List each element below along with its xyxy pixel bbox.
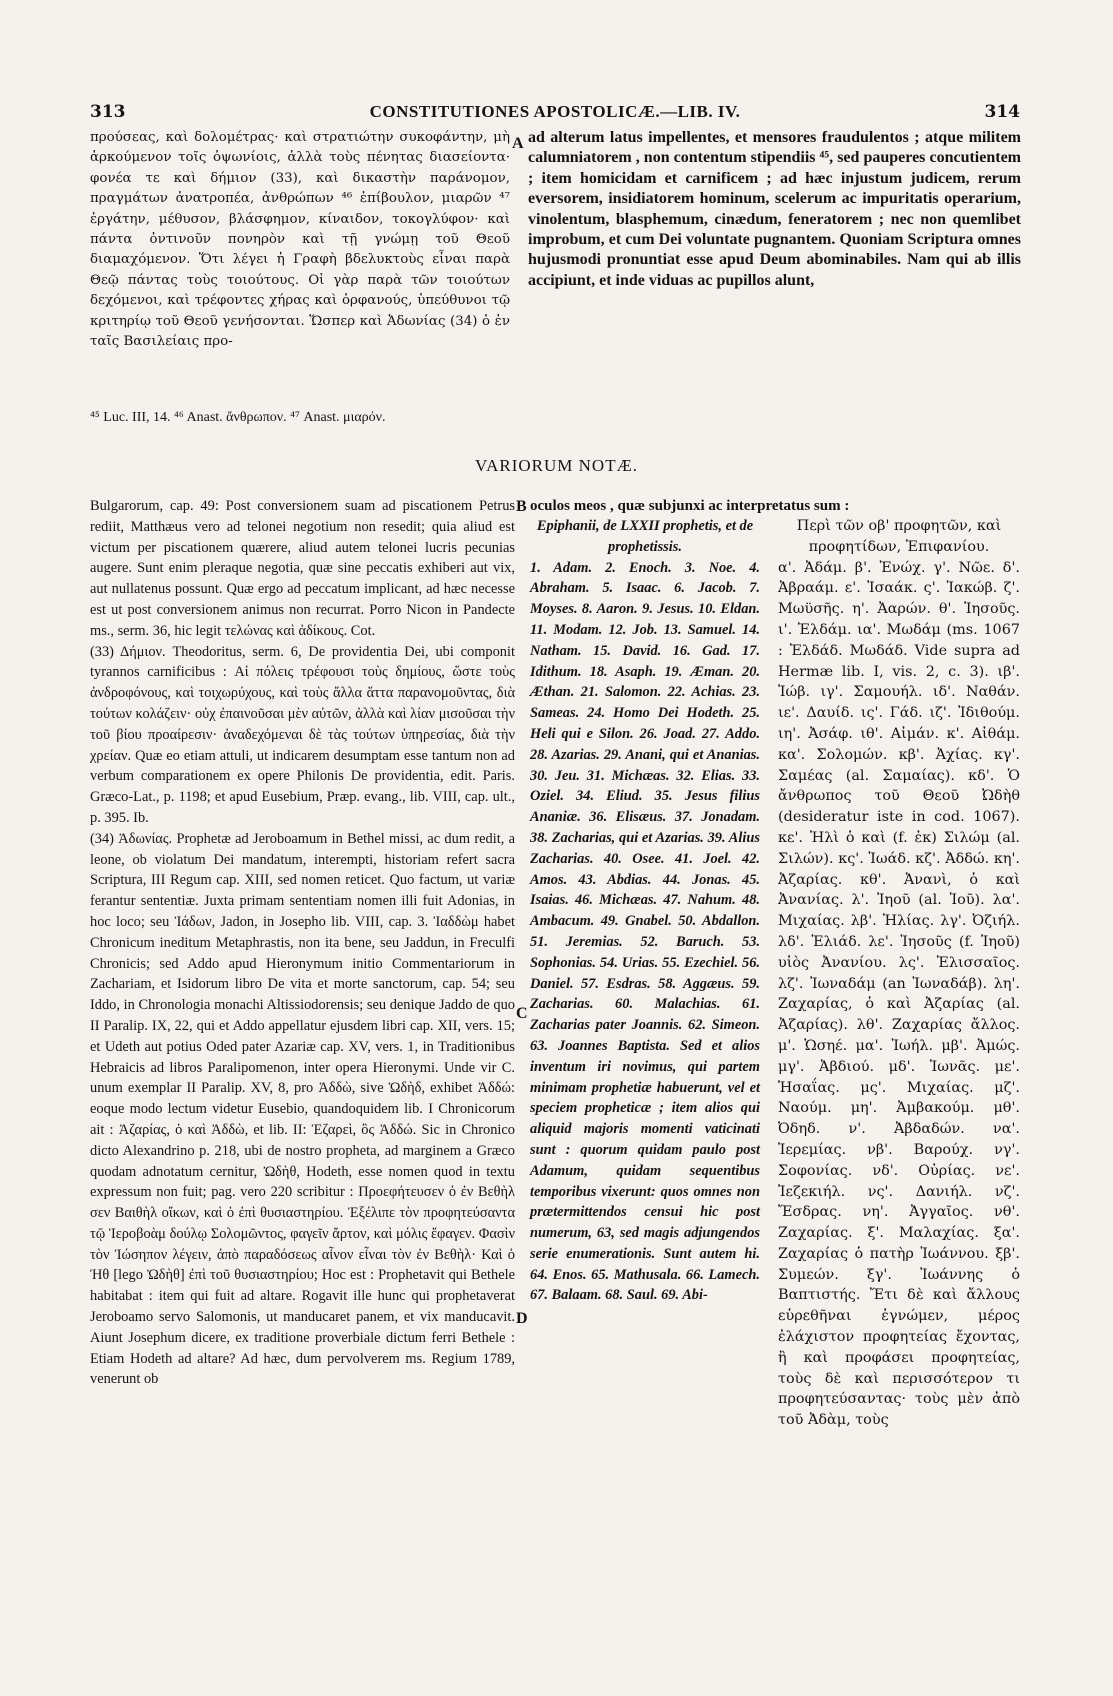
margin-marker-a: A [512, 135, 524, 152]
greek-list-body: α'. Ἀδάμ. β'. Ἐνώχ. γ'. Νῶε. δ'. Ἀβραάμ. ε'. Ἰσαάκ. ς'. Ἰακώβ. ζ'. Μωϋσῆς. η'. Ἀαρών. θ'. Ἰησοῦς. ι'. Ἐλδάμ. ια'. Μωδάμ (ms. 1067 : Ἐλδάδ. Μωδάδ. Vide supra ad Hermæ lib. I, vis. 2, c. 3). ιβ'. Ἰώβ. ιγ'. Σαμουήλ. ιδ'. Ναθάν. ιε'. Δαυίδ. ις'. Γάδ. ιζ'. Ἰδιθούμ. ιη'. Ἀσάφ. ιθ'. Αἰμάν. κ'. Αἰθάμ. κα'. Σολομών. κβ'. Ἀχίας. κγ'. Σαμέας (al. Σαμαίας). κδ'. Ὁ ἄνθρωπος τοῦ Θεοῦ Ὠδὴθ (desideratur iste in cod. 1067). κε'. Ἠλὶ ὁ καὶ (f. ἐκ) Σιλώμ (al. Σιλών). κς'. Ἰωάδ. κζ'. Ἀδδώ. κη'. Ἀζαρίας. κθ'. Ἀνανὶ, ὁ καὶ Ἀνανίας. λ'. Ἰηοῦ (al. Ἰοῦ). λα'. Μιχαίας. λβ'. Ἠλίας. λγ'. Ὀζιήλ. λδ'. Ἐλιάδ. λε'. Ἰησοῦς (f. Ἰηοῦ) υἱὸς Ἀνανίου. λς'. Ἐλισσαῖος. λζ'. Ἰωναδάμ (an Ἰωναδάβ). λη'. Ζαχαρίας, ὁ καὶ Ἀζαρίας (al. Ἀζαρίας). λθ'. Ζαχαρίας ἄλλος. μ'. Ὡσηέ. μα'. Ἰωήλ. μβ'. Ἀμώς. μγ'. Ἀβδιού. μδ'. Ἰωνᾶς. με'. Ἡσαΐας. μς'. Μιχαίας. μζ'. Ναούμ. μη'. Ἀμβακούμ. μθ'. Ὀδηδ. ν'. Ἀβδαδών. να'. Ἱερεμίας. νβ'. Βαρούχ. νγ'. Σοφονίας. νδ'. Οὐρίας. νε'. Ἰεζεκιήλ. νς'. Δανιήλ. νζ'. Ἔσδρας. νη'. Ἀγγαῖος. νθ'. Ζαχαρίας. ξ'. Μαλαχίας. ξα'. Ζαχαρίας ὁ πατὴρ Ἰωάννου. ξβ'. Συμεών. ξγ'. Ἰωάννης ὁ Βαπτιστής. Ἔτι δὲ καὶ ἄλλους εὑρεθῆναι ἐγνώμεν, μέρος ἐλάχιστον προφητείας ἔχοντας, ἢ καὶ προφάσει προφητείας, τοὺς δὲ καὶ περισσότερον τι προφητεύσαντας· τοὺς μὲν ἀπὸ τοῦ Ἀδὰμ, τοὺς [778, 559, 1020, 1429]
greek-list-title: Περὶ τῶν οβ' προφητῶν, καὶ προφητίδων, Ἐπιφανίου. [796, 518, 1002, 555]
latin-text-column [528, 128, 1021, 291]
margin-marker-b: B [516, 498, 527, 515]
note-paragraph: (34) Ἀδωνίας. Prophetæ ad Jeroboamum in Bethel missi, ac dum redit, a leone, ob violatum Dei mandatum, interempti, historiam refert sacra Scriptura, III Regum cap. XIII, sed nomen reticet. Quo factum, ut variæ ferantur sententiæ. Juxta primam sententiam nomen illi fuit Adonias, in hoc loco; seu Ἰάδων, Jadon, in Josepho lib. VIII, cap. 3. Ἰαδδὼμ habet Chronicum ineditum Metaphrastis, non ita bene, seu Jaddun, in Freculfi Chronicis; sed Addo apud Hieronymum initio Commentariorum in Zachariam, et Isidorum libro De vita et morte sanctorum, cap. 54; seu Iddo, in Chronologia monachi Altissiodorensis; seu denique Jaddo de quo II Paralip. IX, 22, qui et Addo appellatur ejusdem libri cap. XII, vers. 15; et Udeth aut potius Oded pater Azariæ cap. XV, vers. 1, in Traditionibus Hebraicis ad libros Paralipomenon, inter opera Hieronymi. Unde vir C. unum exemplar II Paralip. XV, 8, pro Ἀδδὼ, sive Ὠδὴδ, exhibet Ἀδδώ: eoque modo lectum videtur Eusebio, quandoquidem lib. I Chronicorum ait : Ἀζαρίας, ὁ καὶ Ἀδδὼ, et lib. II: Ἐζαρεὶ, ὃς Ἀδδώ. Sic in Chronico dicto Alexandrino p. 218, ubi de nostro propheta, ad marginem a Græco quodam adnotatum cernitur, Ὠδὴθ, Hodeth, esse nomen quod in textu expressum non fuit; pag. vero 220 scribitur : Προεφήτευσεν ὁ ἐν Βεθὴλ σεν Βαιθὴλ οἴκων, καὶ ὁ ἐπὶ θυσιαστηρίου. Ἐξέλιπε τὸν προφητεύσαντα τῷ Ἱεροβοὰμ δούλῳ Σολομῶντος, φαγεῖν ἄρτον, καὶ μόλις ἔφαγεν. Φασὶν τὸν Ἰώσηπον λέγειν, ἀπὸ παραδόσεως αἶνον εἶναι τὸν ἐν Βεθὴλ· Καὶ ὁ Ἠθ [lego Ὠδὴθ] ἐπὶ τοῦ θυσιαστηρίου; Hoc est : Prophetavit qui Bethele habitabat : item qui fuit ad altare. Rogavit ille hunc qui prophetaverat Jeroboamo servo Salomonis, ut manducaret panem, et vix manducavit. Aiunt Josephum dicere, ex traditione proverbiale dictum ferri Bethele : Etiam Hodeth ad altare? Ad hæc, dum pervolverem ms. Regium 1789, venerunt ob [90, 830, 515, 1388]
latin-text: ad alterum latus impellentes, et mensores fraudulentos ; atque militem calumniatorem , non contentum stipendiis ⁴⁵, sed pauperes concutientem ; item homicidam et carnificem ; ad hæc injustum judicem, rerum eversorem, insidiatorem hominum, scelerum ac impuritatis operarium, vinolentum, blasphemum, cinædum, feneratorem ; nec non quemlibet improbum, et cum Dei voluntate pugnantem. Quoniam Scriptura omnes hujusmodi pronuntiat esse apud Deum abominabiles. Nam qui ab illis accipiunt, et inde viduas ac pupillos alunt, [528, 129, 1021, 289]
footnotes: ⁴⁵ Luc. III, 14. ⁴⁶ Anast. ἄνθρωπον. ⁴⁷ Anast. μιαρόν. [90, 410, 386, 425]
latin-list-title: Epiphanii, de LXXII prophetis, et de prophetissis. [536, 518, 754, 555]
left-page-number: 313 [90, 102, 126, 122]
notes-title: VARIORUM NOTÆ. [475, 456, 638, 475]
greek-prophet-list [778, 516, 1020, 1431]
notes-right-column [530, 496, 1020, 1429]
notes-right-intro: oculos meos , quæ subjunxi ac interpretatus sum : [530, 498, 850, 514]
greek-text-column [90, 128, 510, 352]
margin-marker-c: C [516, 1005, 528, 1022]
running-title: CONSTITUTIONES APOSTOLICÆ.—LIB. IV. [369, 102, 741, 121]
latin-prophet-list [530, 516, 760, 1306]
margin-marker-d: D [516, 1310, 528, 1327]
note-paragraph: Bulgarorum, cap. 49: Post conversionem suam ad piscationem Petrus rediit, Matthæus vero ad telonei negotium non resedit; quia aliud est victum per piscationem quærere, aliud autem telonei lucris pecunias augere. Sunt enim pleraque negotia, quæ sine peccatis exhiberi aut vix, aut nullatenus possunt. Quæ ergo ad peccatum implicant, ad hæc necesse est ut post conversionem animus non recurrat. Porro Nicon in Pandecte ms., serm. 36, hic legit τελώνας καὶ ἀδίκους. Cot. [90, 498, 515, 639]
notes-left-column [90, 496, 515, 1390]
greek-text: προύσεας, καὶ δολομέτρας· καὶ στρατιώτην συκοφάντην, μὴ ἀρκούμενον τοῖς ὀψωνίοις, ἀλλὰ τοὺς πένητας διασείοντα· φονέα τε καὶ δήμιον (33), καὶ δικαστὴν παράνομον, πραγμάτων ἀνατροπέα, ἀνθρώπων ⁴⁶ ἐπίβουλον, μιαρῶν ⁴⁷ ἐργάτην, μέθυσον, βλάσφημον, κίναιδον, τοκογλύφον· καὶ πάντα ὀντινοῦν πονηρὸν καὶ τῇ γνώμῃ τοῦ Θεοῦ διαμαχόμενον. Ὅτι λέγει ἡ Γραφὴ βδελυκτοὺς εἶναι παρὰ Θεῷ πάντας τοὺς τοιούτους. Οἱ γὰρ παρὰ τῶν τοιούτων δεχόμενοι, καὶ τρέφοντες χήρας καὶ ὀρφανούς, ὑπεύθυνοι τῷ κριτηρίῳ τοῦ Θεοῦ γενήσονται. Ὥσπερ καὶ Ἀδωνίας (34) ὁ ἐν ταῖς Βασιλείαις προ- [90, 130, 510, 350]
latin-list-body: 1. Adam. 2. Enoch. 3. Noe. 4. Abraham. 5. Isaac. 6. Jacob. 7. Moyses. 8. Aaron. 9. Jesus. 10. Eldan. 11. Modam. 12. Job. 13. Samuel. 14. Natham. 15. David. 16. Gad. 17. Idithum. 18. Asaph. 19. Æman. 20. Æthan. 21. Salomon. 22. Achias. 23. Sameas. 24. Homo Dei Hodeth. 25. Heli qui e Silon. 26. Joad. 27. Addo. 28. Azarias. 29. Anani, qui et Ananias. 30. Jeu. 31. Michæas. 32. Elias. 33. Oziel. 34. Eliud. 35. Jesus filius Ananiæ. 36. Elisæus. 37. Jonadam. 38. Zacharias, qui et Azarias. 39. Alius Zacharias. 40. Osee. 41. Joel. 42. Amos. 43. Abdias. 44. Jonas. 45. Isaias. 46. Michæas. 47. Nahum. 48. Ambacum. 49. Gnabel. 50. Abdallon. 51. Jeremias. 52. Baruch. 53. Sophonias. 54. Urias. 55. Ezechiel. 56. Daniel. 57. Esdras. 58. Aggæus. 59. Zacharias. 60. Malachias. 61. Zacharias pater Joannis. 62. Simeon. 63. Joannes Baptista. Sed et alios inventum iri novimus, qui partem minimam prophetiæ habuerunt, vel et speciem propheticæ ; item alios qui aliquid majoris momenti vaticinati sunt : quorum quidam paulo post Adamum, quidam sequentibus temporibus vixerunt: quos omnes non prætermittendos censui hic post numerum, 63, sed magis adjungendos serie enumerationis. Sunt autem hi. 64. Enos. 65. Mathusala. 66. Lamech. 67. Balaam. 68. Saul. 69. Abi- [530, 559, 760, 1304]
right-page-number: 314 [984, 102, 1020, 122]
note-paragraph: (33) Δήμιον. Theodoritus, serm. 6, De providentia Dei, ubi componit tyrannos carnificibus : Αἱ πόλεις τρέφουσι τοὺς δημίους, ὥστε τοὺς ἀνδροφόνους, καὶ τοιχωρύχους, καὶ τοὺς ἄλλα ἅττα παρανομοῦντας, διὰ τούτων κολάζειν· οὐχ ἐπαινοῦσαι μὲν αὐτῶν, ἀλλὰ καὶ λίαν μισοῦσαι τὴν τοῦ βίου προαίρεσιν· ἀναδεχόμεναι δὲ τὰς τούτων ὑπηρεσίας, διὰ τὴν χρείαν. Quæ eo etiam attuli, ut indicarem desumptam esse tantum non ad verbum comparationem ex opere Philonis De providentia, edit. Paris. Græco-Lat., p. 1198; et apud Eusebium, Præp. evang., lib. VIII, cap. ult., p. 395. Ib. [90, 643, 515, 826]
running-header [90, 98, 1020, 128]
